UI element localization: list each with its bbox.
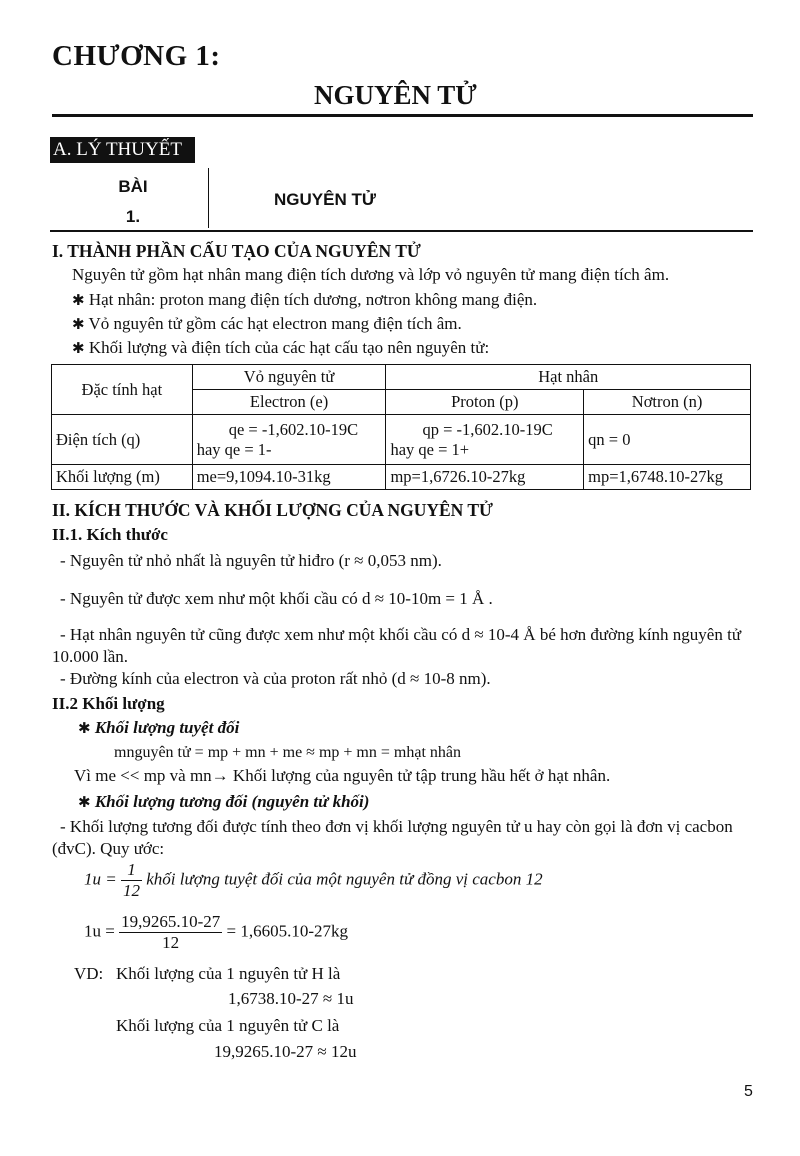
table-row-charge: Điện tích (q) [52,415,193,465]
example-c-value: 19,9265.10-27 ≈ 12u [214,1042,357,1061]
abs-mass-title [78,718,239,738]
table-cell-charge-n: qn = 0 [584,415,751,465]
bullet-3 [72,338,489,358]
table-cell-mass-n: mp=1,6748.10-27kg [584,465,751,490]
star-icon: ✱ [72,315,85,333]
mass-subheading: II.2 Khối lượng [52,694,165,713]
abs-mass-title-text: Khối lượng tuyệt đối [94,718,240,737]
u-calc-fraction [119,912,222,953]
u-def-text: khối lượng tuyệt đối của một nguyên tử đồng vị cacbon 12 [146,869,543,889]
u-calc-den: 12 [162,933,180,952]
bullet-text: Vỏ nguyên tử gồm các hạt electron mang điện tích âm. [88,314,462,333]
table-col-electron: Electron (e) [192,390,386,415]
table-col-proton: Proton (p) [386,390,584,415]
star-icon: ✱ [78,793,91,811]
size-line-2: - Nguyên tử được xem như một khối cầu có d ≈ 10-10m = 1 Å . [60,589,493,608]
size-line-4: - Đường kính của electron và của proton rất nhỏ (d ≈ 10-8 nm). [60,669,491,688]
table-col-neutron: Nơtron (n) [584,390,751,415]
u-def-fraction [121,860,142,901]
size-subheading: II.1. Kích thước [52,525,168,544]
particle-table [51,364,751,490]
size-line-3: - Hạt nhân nguyên tử cũng được xem như một khối cầu có d ≈ 10-4 Å bé hơn đường kính nguyên tử 10.000 lần. [52,625,742,666]
charge-e-alt: hay qe = 1- [196,439,272,459]
rel-mass-title-text: Khối lượng tương đối (nguyên tử khối) [94,792,370,811]
u-def-num: 1 [121,860,142,881]
table-group-shell: Vỏ nguyên tử [192,365,386,390]
star-icon: ✱ [72,291,85,309]
size-line-1: - Nguyên tử nhỏ nhất là nguyên tử hiđro (r ≈ 0,053 nm). [60,551,442,570]
charge-p-alt: hay qe = 1+ [390,439,470,459]
table-cell-charge-p [386,415,584,465]
rel-mass-title [78,792,369,812]
charge-p: qp = -1,602.10-19C [422,419,553,439]
example-h-value: 1,6738.10-27 ≈ 1u [228,989,354,1008]
lesson-num-value: 1. [125,207,141,226]
lesson-rule [50,230,753,232]
example-h: Khối lượng của 1 nguyên tử H là [116,964,341,983]
chapter-label: CHƯƠNG 1: [52,40,221,72]
bullet-1 [72,290,537,310]
bullet-text: Hạt nhân: proton mang điện tích dương, nơtron không mang điện. [88,290,538,309]
star-icon: ✱ [72,339,85,357]
example-label: VD: [74,964,104,983]
u-calc-lhs: 1u = [84,921,115,941]
part2-heading: II. KÍCH THƯỚC VÀ KHỐI LƯỢNG CỦA NGUYÊN TỬ [52,500,493,520]
chapter-rule [52,114,753,117]
u-def-den: 12 [122,881,140,900]
table-group-nucleus: Hạt nhân [386,365,751,390]
bullet-2 [72,314,462,334]
bullet-text: Khối lượng và điện tích của các hạt cấu tạo nên nguyên tử: [88,338,490,357]
section-a-badge: A. LÝ THUYẾT [50,137,195,163]
u-calc-rhs: = 1,6605.10-27kg [226,921,349,941]
lesson-divider [208,168,209,228]
abs-mass-formula: mnguyên tử = mp + mn + me ≈ mp + mn = mhạt nhân [114,744,461,761]
part1-intro: Nguyên tử gồm hạt nhân mang điện tích dương và lớp vỏ nguyên tử mang điện tích âm. [72,265,670,284]
rel-mass-text: - Khối lượng tương đối được tính theo đơn vị khối lượng nguyên tử u hay còn gọi là đơn vị cacbon (đvC). Quy ước: [52,817,733,858]
example-c: Khối lượng của 1 nguyên tử C là [116,1016,340,1035]
u-def-lhs: 1u = [84,869,117,889]
u-calculation [84,912,348,953]
lesson-label: BÀI [118,177,148,196]
part1-heading: I. THÀNH PHẦN CẤU TẠO CỦA NGUYÊN TỬ [52,241,421,261]
table-corner: Đặc tính hạt [52,365,193,415]
chapter-title: NGUYÊN TỬ [314,80,477,110]
lesson-number [108,172,158,232]
charge-e: qe = -1,602.10-19C [228,419,359,439]
abs-mass-note: Vì me << mp và mn→ Khối lượng của nguyên tử tập trung hầu hết ở hạt nhân. [74,766,611,785]
page-number: 5 [744,1083,753,1100]
table-row-mass: Khối lượng (m) [52,465,193,490]
u-calc-num: 19,9265.10-27 [121,912,221,931]
u-definition [84,860,543,901]
lesson-title: NGUYÊN TỬ [274,190,376,209]
star-icon: ✱ [78,719,91,737]
table-cell-charge-e [192,415,386,465]
table-cell-mass-e: me=9,1094.10-31kg [192,465,386,490]
table-cell-mass-p: mp=1,6726.10-27kg [386,465,584,490]
